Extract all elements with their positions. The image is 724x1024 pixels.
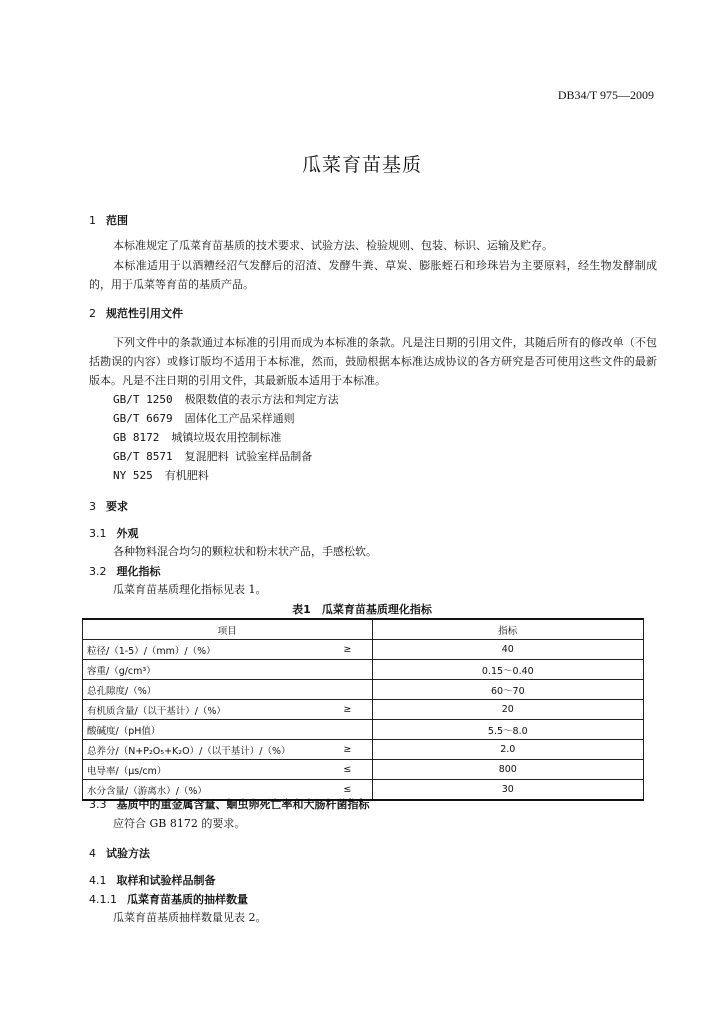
table-cell-operator: ≥	[323, 640, 372, 660]
section-title: 瓜菜育苗基质的抽样数量	[127, 893, 248, 906]
section-title: 试验方法	[106, 847, 150, 860]
section-title: 理化指标	[116, 565, 161, 578]
table-cell-operator	[323, 680, 372, 700]
table-row	[83, 680, 644, 700]
section-title: 要求	[106, 500, 128, 513]
section-3-2-paragraph: 瓜菜育苗基质理化指标见表 1。	[113, 583, 267, 596]
table-cell-operator: ≥	[323, 740, 372, 760]
section-3-heading	[89, 498, 128, 514]
section-number: 3.3	[89, 798, 107, 811]
table-caption: 表1 瓜菜育苗基质理化指标	[292, 603, 432, 616]
section-title: 范围	[106, 214, 128, 227]
document-id: DB34/T 975—2009	[557, 88, 654, 102]
section-1-heading	[89, 212, 128, 228]
reference-item	[113, 410, 295, 426]
section-3-1-heading	[89, 525, 139, 541]
reference-name: 固体化工产品采样通则	[184, 412, 295, 425]
section-number: 3.1	[89, 527, 107, 540]
reference-name: 复混肥料 试验室样品制备	[184, 450, 313, 463]
table-cell-item: 总孔隙度/（%）	[83, 680, 324, 700]
table-row	[83, 700, 644, 720]
section-1-paragraph-2: 本标准适用于以酒糟经沼气发酵后的沼渣、发酵牛粪、草炭、膨胀蛭石和珍珠岩为主要原料，经生物发酵制成的，用于瓜菜等育苗的基质产品。	[89, 259, 657, 291]
reference-code: NY 525	[113, 469, 153, 482]
reference-name: 极限数值的表示方法和判定方法	[184, 393, 339, 406]
section-title: 外观	[116, 527, 139, 540]
table-cell-item: 有机质含量/（以干基计）/（%）	[83, 700, 324, 720]
table-header-row	[83, 619, 644, 640]
table-cell-item: 水分含量/（游离水）/（%）	[83, 780, 324, 801]
header-item: 项目	[83, 619, 373, 640]
table-row	[83, 640, 644, 660]
table-cell-operator: ≤	[323, 760, 372, 780]
table-row	[83, 760, 644, 780]
table-cell-item: 总养分/（N+P₂O₅+K₂O）/（以干基计）/（%）	[83, 740, 324, 760]
section-3-1-paragraph: 各种物料混合均匀的颗粒状和粉末状产品，手感松软。	[113, 545, 377, 558]
table-cell-value: 800	[372, 760, 643, 780]
reference-item	[113, 448, 312, 464]
table-cell-value: 60～70	[372, 680, 643, 700]
reference-code: GB/T 1250	[113, 393, 173, 406]
spec-table	[82, 618, 644, 801]
reference-item	[113, 429, 281, 445]
table-cell-value: 20	[372, 700, 643, 720]
table-cell-item: 电导率/（μs/cm）	[83, 760, 324, 780]
section-2-paragraph: 下列文件中的条款通过本标准的引用而成为本标准的条款。凡是注日期的引用文件，其随后所有的修改单（不包括勘误的内容）或修订版均不适用于本标准，然而，鼓励根据本标准达成协议的各方研究是否可使用这些文件的最新版本。凡是不注日期的引用文件，其最新版本适用于本标准。	[89, 336, 657, 387]
section-1-paragraph-1: 本标准规定了瓜菜育苗基质的技术要求、试验方法、检验规则、包装、标识、运输及贮存。	[113, 239, 553, 252]
section-4-1-heading	[89, 872, 216, 888]
section-3-3-paragraph: 应符合 GB 8172 的要求。	[113, 817, 246, 830]
table-row	[83, 740, 644, 760]
section-number: 4	[89, 847, 96, 860]
table-cell-operator	[323, 660, 372, 680]
reference-code: GB/T 6679	[113, 412, 173, 425]
table-cell-operator: ≤	[323, 780, 372, 801]
section-3-3-heading	[89, 796, 370, 812]
section-number: 3	[89, 500, 96, 513]
table-cell-item: 粒径/（1-5）/（mm）/（%）	[83, 640, 324, 660]
section-title: 基质中的重金属含量、蛔虫卵死亡率和大肠杆菌指标	[116, 798, 370, 811]
section-title: 取样和试验样品制备	[116, 874, 216, 887]
table-cell-value: 2.0	[372, 740, 643, 760]
section-4-1-1-paragraph: 瓜菜育苗基质抽样数量见表 2。	[113, 911, 267, 924]
reference-code: GB 8172	[113, 431, 160, 444]
table-cell-value: 30	[372, 780, 643, 801]
section-number: 4.1	[89, 874, 107, 887]
document-title: 瓜菜育苗基质	[301, 154, 422, 176]
section-number: 2	[89, 307, 96, 320]
table-cell-item: 容重/（g/cm³）	[83, 660, 324, 680]
reference-item	[113, 391, 339, 407]
reference-code: GB/T 8571	[113, 450, 173, 463]
reference-name: 有机肥料	[164, 469, 209, 482]
reference-item	[113, 467, 209, 483]
section-title: 规范性引用文件	[106, 307, 183, 320]
section-number: 1	[89, 214, 96, 227]
table-cell-item: 酸碱度/（pH值）	[83, 720, 324, 740]
header-value: 指标	[372, 619, 643, 640]
table-cell-operator	[323, 720, 372, 740]
table-cell-value: 40	[372, 640, 643, 660]
table-row	[83, 720, 644, 740]
table-row	[83, 660, 644, 680]
table-cell-value: 0.15～0.40	[372, 660, 643, 680]
section-4-heading	[89, 845, 150, 861]
section-4-1-1-heading	[89, 891, 248, 907]
section-number: 3.2	[89, 565, 107, 578]
section-3-2-heading	[89, 563, 161, 579]
table-cell-value: 5.5～8.0	[372, 720, 643, 740]
section-2-heading	[89, 305, 183, 321]
reference-name: 城镇垃圾农用控制标准	[171, 431, 282, 444]
table-cell-operator: ≥	[323, 700, 372, 720]
section-number: 4.1.1	[89, 893, 117, 906]
